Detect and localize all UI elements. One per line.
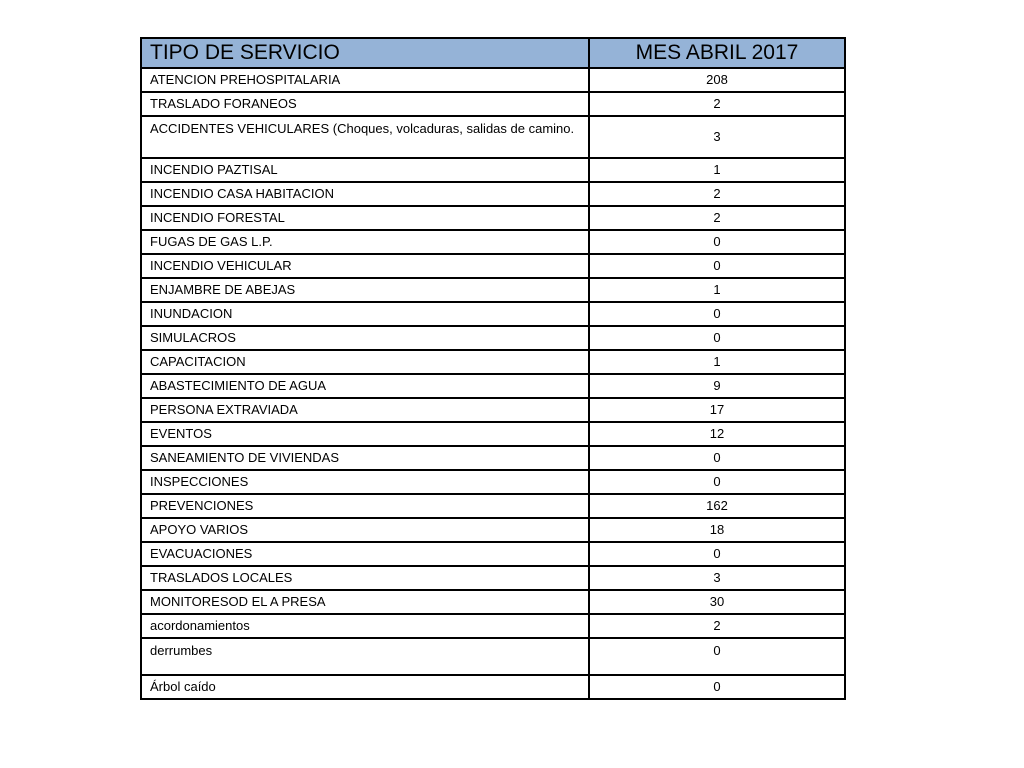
table-row xyxy=(141,494,845,518)
service-name: INCENDIO VEHICULAR xyxy=(141,254,589,278)
service-count: 30 xyxy=(589,590,845,614)
service-name: MONITORESOD EL A PRESA xyxy=(141,590,589,614)
service-name: ENJAMBRE DE ABEJAS xyxy=(141,278,589,302)
table-row xyxy=(141,566,845,590)
service-name: PREVENCIONES xyxy=(141,494,589,518)
service-name: ABASTECIMIENTO DE AGUA xyxy=(141,374,589,398)
table-row xyxy=(141,182,845,206)
service-name: FUGAS DE GAS L.P. xyxy=(141,230,589,254)
table-row xyxy=(141,398,845,422)
table-row xyxy=(141,542,845,566)
service-count: 12 xyxy=(589,422,845,446)
header-month: MES ABRIL 2017 xyxy=(589,38,845,68)
table-row xyxy=(141,254,845,278)
table-row xyxy=(141,590,845,614)
table-row xyxy=(141,116,845,158)
table-row xyxy=(141,446,845,470)
service-name: INUNDACION xyxy=(141,302,589,326)
service-count: 162 xyxy=(589,494,845,518)
table-row xyxy=(141,302,845,326)
service-name: TRASLADO FORANEOS xyxy=(141,92,589,116)
service-name: INCENDIO PAZTISAL xyxy=(141,158,589,182)
service-count: 0 xyxy=(589,675,845,699)
service-count: 3 xyxy=(589,116,845,158)
table-row xyxy=(141,518,845,542)
table-row xyxy=(141,638,845,675)
service-count: 3 xyxy=(589,566,845,590)
service-count: 0 xyxy=(589,446,845,470)
table-row xyxy=(141,326,845,350)
service-name: acordonamientos xyxy=(141,614,589,638)
service-name: SIMULACROS xyxy=(141,326,589,350)
service-count: 2 xyxy=(589,614,845,638)
table-row xyxy=(141,68,845,92)
service-count: 208 xyxy=(589,68,845,92)
service-count: 18 xyxy=(589,518,845,542)
services-table xyxy=(140,37,846,700)
service-count: 2 xyxy=(589,92,845,116)
service-count: 0 xyxy=(589,470,845,494)
table-row xyxy=(141,206,845,230)
service-name: TRASLADOS LOCALES xyxy=(141,566,589,590)
service-name: ATENCION PREHOSPITALARIA xyxy=(141,68,589,92)
service-name: INCENDIO CASA HABITACION xyxy=(141,182,589,206)
table-row xyxy=(141,278,845,302)
table-row xyxy=(141,230,845,254)
service-count: 0 xyxy=(589,254,845,278)
service-count: 17 xyxy=(589,398,845,422)
table-row xyxy=(141,350,845,374)
table-row xyxy=(141,675,845,699)
table-row xyxy=(141,422,845,446)
table-row xyxy=(141,614,845,638)
table-row xyxy=(141,470,845,494)
service-count: 0 xyxy=(589,302,845,326)
table-row xyxy=(141,92,845,116)
service-name: CAPACITACION xyxy=(141,350,589,374)
service-count: 1 xyxy=(589,350,845,374)
service-count: 1 xyxy=(589,278,845,302)
service-name: APOYO VARIOS xyxy=(141,518,589,542)
service-name: ACCIDENTES VEHICULARES (Choques, volcaduras, salidas de camino. xyxy=(141,116,589,158)
header-service-type: TIPO DE SERVICIO xyxy=(141,38,589,68)
service-name: SANEAMIENTO DE VIVIENDAS xyxy=(141,446,589,470)
header-row xyxy=(141,38,845,68)
table-row xyxy=(141,158,845,182)
service-count: 0 xyxy=(589,638,845,675)
service-count: 0 xyxy=(589,326,845,350)
service-name: INSPECCIONES xyxy=(141,470,589,494)
service-name: derrumbes xyxy=(141,638,589,675)
service-count: 0 xyxy=(589,542,845,566)
service-name: EVACUACIONES xyxy=(141,542,589,566)
table-row xyxy=(141,374,845,398)
service-name: PERSONA EXTRAVIADA xyxy=(141,398,589,422)
service-name: Árbol caído xyxy=(141,675,589,699)
service-count: 2 xyxy=(589,206,845,230)
service-count: 1 xyxy=(589,158,845,182)
service-name: EVENTOS xyxy=(141,422,589,446)
service-count: 9 xyxy=(589,374,845,398)
service-count: 0 xyxy=(589,230,845,254)
service-count: 2 xyxy=(589,182,845,206)
service-name: INCENDIO FORESTAL xyxy=(141,206,589,230)
